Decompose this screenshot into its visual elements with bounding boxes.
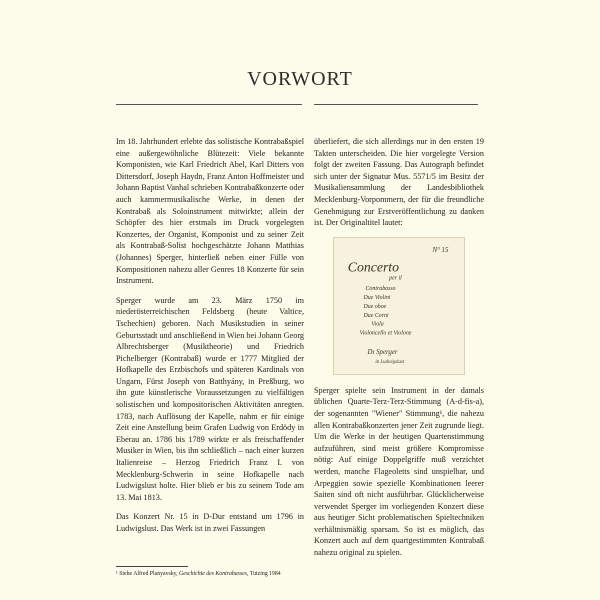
paragraph: Sperger wurde am 23. März 1750 im niederösterreichischen Feldsberg (heute Valtice, Tschechien) geboren. Nach Musikstudien in seiner Geburtsstadt und anschließend in Wien bei Johann Georg Albrechtsberger (Musiktheorie) und Friedrich Pichelberger (Kontrabaß) wurde er 1777 Mitglied der Hofkapelle des Erzbischofs und späteren Kardinals von Ungarn, Fürst Joseph von Batthyány, in Preßburg, wo ihn gute künstlerische Voraussetzungen zu vielfältigen solistischen und kompositorischen Aktivitäten anregten. 1783, nach Auflösung der Kapelle, nahm er für einige Zeit eine Anstellung beim Grafen Ludwig von Erdödy in Eberau an. 1786 bis 1789 wirkte er als freischaffender Musiker in Wien, bis ihn schließlich – nach einer kurzen Italienreise – Herzog Friedrich Franz I. von Mecklenburg-Schwerin in seine Hofkapelle nach Ludwigslust holte. Hier blieb er bis zu seinem Tode am 13. Mai 1813.: [116, 295, 304, 502]
manuscript-line: Due Violini: [363, 294, 391, 301]
manuscript-line: Violoncello et Violone: [359, 330, 412, 337]
footnote-prefix: Siehe Alfred Planyavsky,: [119, 571, 178, 577]
title-divider-right: [314, 104, 478, 105]
manuscript-line: Contrabasso: [365, 285, 396, 292]
right-column: [314, 136, 484, 567]
manuscript-line: Viola: [371, 321, 384, 328]
manuscript-word: Concerto: [347, 259, 400, 275]
page-title: VORWORT: [247, 68, 353, 90]
left-column: [116, 136, 304, 543]
footnote-suffix: Tutzing 1984: [249, 571, 281, 577]
manuscript-title-image: [333, 237, 465, 375]
manuscript-line: Due oboe: [363, 303, 387, 310]
manuscript-signature: Dı Sperger: [367, 349, 398, 357]
footnote-divider: [116, 566, 188, 567]
title-divider-left: [116, 104, 302, 105]
manuscript-number: N° 15: [432, 246, 449, 254]
paragraph: überliefert, die sich allerdings nur in den ersten 19 Takten unterscheiden. Die hier vorgelegte Version folgt der zweiten Fassung. Das Autograph befindet sich unter der Signatur Mus. 5571/5 im Besitz der Musikaliensammlung der Landesbibliothek Mecklenburg-Vorpommern, der für die freundliche Genehmigung zur Erstveröffentlichung zu danken ist. Der Originaltitel lautet:: [314, 137, 484, 228]
paragraph: Sperger spielte sein Instrument in der damals üblichen Quarte-Terz-Terz-Stimmung (A-d-fis-a), der sogenannten "Wiener" Stimmung¹, die nahezu allen Kontrabaßkonzerten jener Zeit zugrunde liegt. Um die Werke in der heutigen Quartenstimmung aufzuführen, sind meist größere Kompromisse nötig: Auf einige Doppelgriffe muß verzichtet werden, manche Flageoletts sind unspielbar, und Arpeggien sowie spezielle Kombinationen leerer Saiten sind oft nicht ausführbar. Glücklicherweise verwendet Sperger im vorliegenden Konzert diese aus heutiger Sicht problematischen Spieltechniken verhältnismäßig sparsam. So ist es möglich, das Konzert auch auf dem quartgestimmten Kontrabaß nahezu original zu spielen.: [314, 385, 484, 558]
footnote-marker: ¹: [116, 571, 118, 577]
manuscript-signature-sub: in Ludwigslust: [375, 359, 405, 365]
paragraph: Das Konzert Nr. 15 in D-Dur entstand um 1796 in Ludwigslust. Das Werk ist in zwei Fassungen: [116, 512, 304, 533]
footnote: [116, 570, 476, 578]
manuscript-line: Due Corni: [363, 312, 389, 319]
paragraph: Im 18. Jahrhundert erlebte das solistische Kontrabaßspiel eine außergewöhnliche Blütezeit: Viele bekannte Komponisten, wie Karl Friedrich Abel, Karl Ditters von Dittersdorf, Joseph Haydn, Franz Anton Hoffmeister und Johann Baptist Vanhal schrieben Kontrabaßkonzerte oder auch kammermusikalische Werke, in denen der Kontrabaß als Soloinstrument mitwirkte; allein der Schöpfer des hier erstmals im Druck vorgelegten Konzertes, der Organist, Komponist und zu seiner Zeit als Kontrabaß-Solist hochgeschätzte Johann Matthias (Johannes) Sperger, hinterließ neben einer Fülle von Kompositionen nahezu aller Genres 18 Konzerte für sein Instrument.: [116, 137, 304, 286]
footnote-title: Geschichte des Kontrabasses,: [179, 571, 249, 577]
manuscript-line: per il: [389, 275, 402, 282]
